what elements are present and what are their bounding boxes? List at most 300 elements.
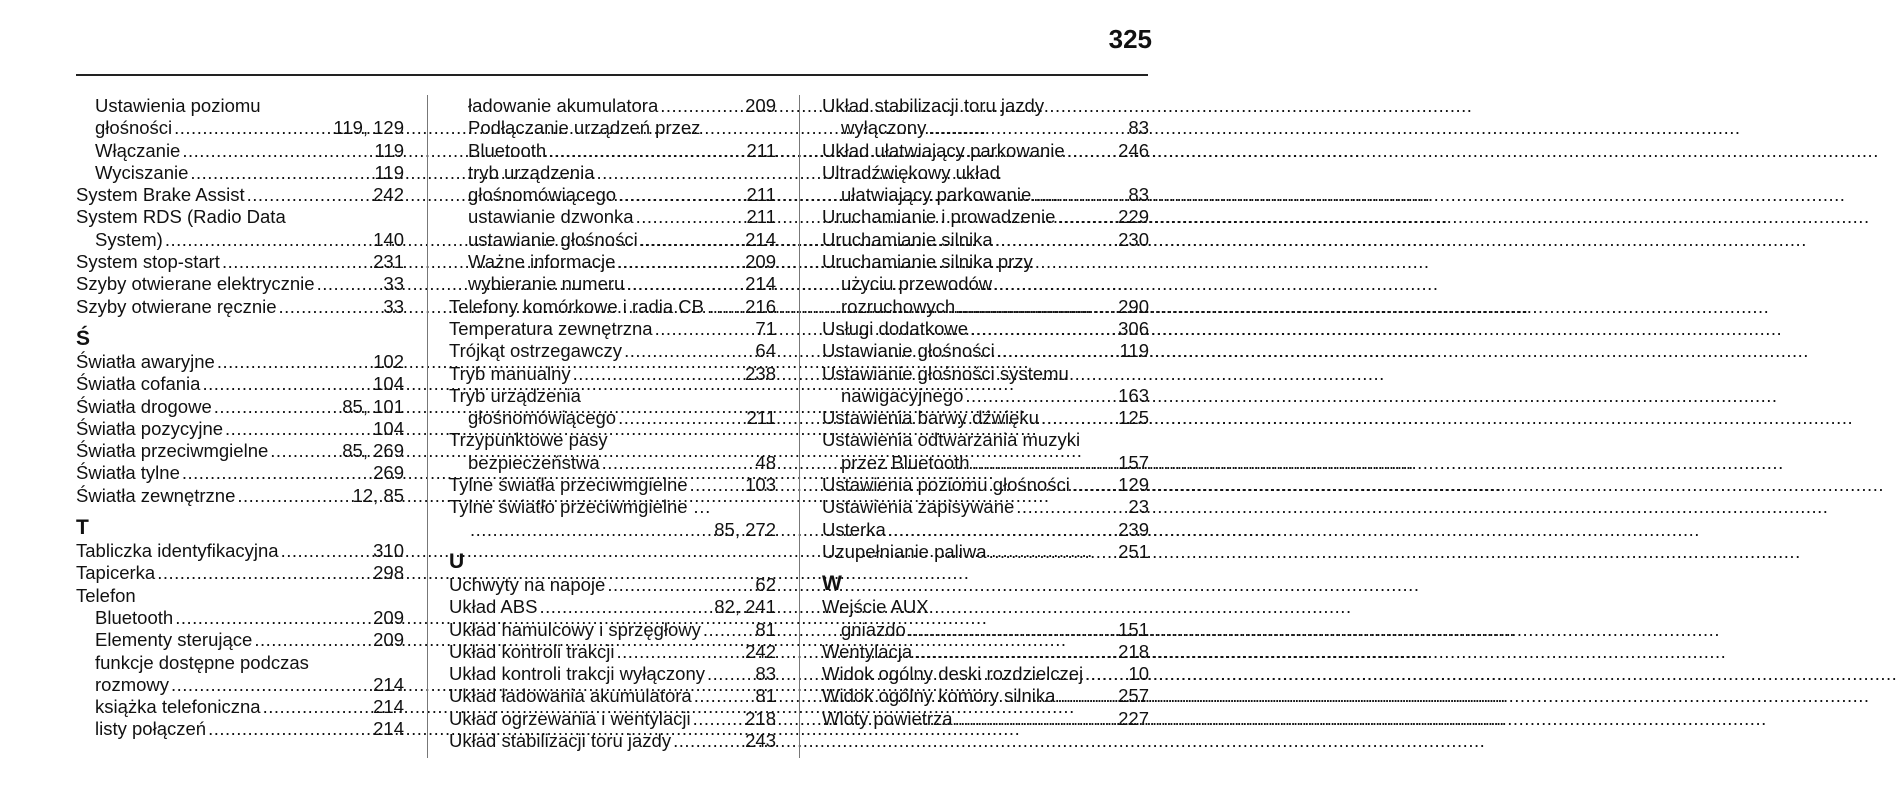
index-entry [822, 407, 1149, 429]
page-reference: 85, 272 [714, 518, 776, 540]
entry-term: Tryb manualny [449, 362, 571, 384]
page-reference: 251 [1118, 540, 1149, 562]
leader-dots [281, 540, 372, 562]
leader-dots [640, 229, 743, 251]
leader-dots [237, 485, 350, 507]
leader-dots [254, 629, 371, 651]
index-entry [449, 619, 776, 641]
page-reference: 83 [755, 663, 776, 685]
index-entry [76, 629, 404, 651]
page-reference: 239 [1118, 518, 1149, 540]
index-entry [822, 708, 1149, 730]
page-reference: 269 [373, 462, 404, 484]
page-reference: 229 [1118, 206, 1149, 228]
entry-term: Tapicerka [76, 562, 156, 584]
index-entry [76, 396, 404, 418]
leader-dots [171, 674, 371, 696]
leader-dots [1072, 474, 1116, 496]
index-entry [449, 730, 776, 752]
page-reference: 64 [755, 340, 776, 362]
page-reference: 102 [373, 350, 404, 372]
entry-term: głośnomówiącego [468, 184, 617, 206]
page-reference: 214 [373, 673, 404, 695]
entry-term: System stop-start [76, 251, 220, 273]
leader-dots [174, 117, 331, 139]
index-entry [449, 452, 776, 474]
entry-term: Temperatura zewnętrzna [449, 317, 653, 339]
index-entry [449, 663, 776, 685]
entry-term: Telefony komórkowe i radia CB . [449, 295, 715, 317]
entry-term: Elementy sterujące [95, 629, 253, 651]
index-entry [449, 363, 776, 385]
index-entry [76, 117, 404, 139]
page-reference: 214 [373, 718, 404, 740]
entry-term: nawigacyjnego [841, 384, 964, 406]
leader-dots [247, 184, 372, 206]
page-reference: 85, 269 [342, 440, 404, 462]
leader-dots [660, 95, 743, 117]
index-entry [76, 296, 404, 318]
page-reference: 257 [1118, 685, 1149, 707]
entry-term: Uruchamianie silnika [822, 228, 993, 250]
index-entry [822, 541, 1149, 563]
entry-term: listy połączeń [95, 718, 207, 740]
page-reference: 119 [1119, 340, 1149, 362]
index-entry [822, 318, 1149, 340]
index-entry [76, 674, 404, 696]
entry-term: użyciu przewodów [841, 273, 993, 295]
column-divider [799, 95, 800, 758]
entry-term: Szyby otwierane ręcznie [76, 295, 277, 317]
index-entry [449, 140, 776, 162]
index-entry [822, 229, 1149, 251]
index-entry [76, 184, 404, 206]
entry-term: funkcje dostępne podczas [95, 651, 309, 673]
page-reference: 246 [1118, 139, 1149, 161]
leader-dots [690, 474, 744, 496]
leader-dots [165, 229, 371, 251]
leader-dots [607, 574, 753, 596]
entry-term: Układ ułatwiający parkowanie [822, 139, 1065, 161]
index-entry [449, 596, 776, 618]
leader-dots [673, 730, 743, 752]
header-rule [76, 74, 1148, 76]
page-reference: 71 [755, 317, 776, 339]
index-entry [822, 162, 1149, 184]
index-entry [76, 462, 404, 484]
section-heading: Ś [76, 326, 91, 350]
index-entry [449, 407, 776, 429]
index-entry [822, 117, 1149, 139]
leader-dots [1085, 663, 1126, 685]
index-entry [822, 496, 1149, 518]
entry-term: Układ ABS [449, 596, 538, 618]
leader-dots [997, 340, 1118, 362]
index-entry [449, 206, 776, 228]
entry-term: Światła drogowe [76, 395, 212, 417]
page-reference: 119 [374, 139, 404, 161]
entry-term: Uzupełnianie paliwa [822, 540, 987, 562]
entry-term: Wloty powietrza [822, 707, 953, 729]
index-entry [76, 418, 404, 440]
page-reference: 103 [745, 474, 776, 496]
leader-dots [914, 641, 1116, 663]
page-reference: 140 [373, 228, 404, 250]
leader-dots [636, 206, 745, 228]
index-entry [76, 485, 404, 507]
page-reference: 33 [383, 273, 404, 295]
leader-dots [1041, 407, 1116, 429]
entry-term: Układ ładowania akumulatora [449, 685, 692, 707]
index-entry [449, 708, 776, 730]
entry-term: Światła cofania [76, 373, 201, 395]
entry-term: Ultradźwiękowy układ [822, 161, 1000, 183]
index-entry [76, 652, 404, 674]
page-reference: 209 [373, 606, 404, 628]
page-reference: 231 [373, 251, 404, 273]
entry-term: Tylne światła przeciwmgielne [449, 474, 688, 496]
leader-dots [222, 251, 371, 273]
entry-term: Usterka [822, 518, 886, 540]
entry-term: Bluetooth [468, 139, 547, 161]
leader-dots [970, 318, 1116, 340]
page-reference: 82, 241 [714, 596, 776, 618]
index-entry [449, 496, 776, 518]
entry-term: bezpieczeństwa [468, 451, 600, 473]
leader-dots [957, 296, 1116, 318]
leader-dots [1016, 496, 1126, 518]
entry-term: Wejście AUX [822, 596, 929, 618]
entry-term: Układ ogrzewania i wentylacji [449, 707, 691, 729]
page-reference: 23 [1128, 496, 1149, 518]
entry-term: głośnomówiącego [468, 407, 617, 429]
entry-term: Ustawianie głośności systemu [822, 362, 1069, 384]
leader-dots [539, 596, 712, 618]
leader-dots [182, 140, 372, 162]
leader-dots [279, 296, 382, 318]
leader-dots [208, 718, 371, 740]
page-reference: 62 [755, 573, 776, 595]
index-entry [449, 162, 776, 184]
entry-term: Układ hamulcowy i sprzęgłowy [449, 618, 701, 640]
section-heading: T [76, 516, 89, 540]
index-entry [822, 296, 1149, 318]
index-entry [822, 206, 1149, 228]
entry-term: ułatwiający parkowanie [841, 184, 1032, 206]
leader-dots [703, 619, 754, 641]
index-entry [76, 206, 404, 228]
page-reference: 211 [746, 139, 776, 161]
entry-term: głośności [95, 117, 173, 139]
entry-term: Ustawianie głośności [822, 340, 995, 362]
entry-term: Ustawienia odtwarzania muzyki [822, 429, 1081, 451]
page-reference: 211 [746, 184, 776, 206]
leader-dots [317, 273, 382, 295]
index-entry [449, 296, 776, 318]
page-reference: 242 [745, 640, 776, 662]
index-entry [76, 251, 404, 273]
index-entry [76, 351, 404, 373]
leader-dots [655, 318, 754, 340]
entry-term: Usługi dodatkowe [822, 317, 969, 339]
leader-dots [989, 541, 1117, 563]
page-reference: 157 [1118, 451, 1149, 473]
index-entry [822, 363, 1149, 385]
entry-term: Uruchamianie i prowadzenie [822, 206, 1056, 228]
page-reference: 151 [1118, 618, 1149, 640]
entry-term: Ustawienia poziomu głośności [822, 474, 1070, 496]
entry-term: Układ stabilizacji toru jazdy [449, 730, 672, 752]
leader-dots [624, 340, 753, 362]
index-entry [449, 95, 776, 117]
entry-term: Światła pozycyjne [76, 417, 224, 439]
entry-term: Widok ogólny komory silnika [822, 685, 1056, 707]
entry-term: Światła zewnętrzne [76, 484, 236, 506]
entry-term: Układ kontroli trakcji wyłączony [449, 663, 706, 685]
page-reference: 83 [1128, 184, 1149, 206]
index-entry [76, 162, 404, 184]
entry-term: System RDS (Radio Data [76, 206, 286, 228]
index-entry [822, 273, 1149, 295]
entry-term: Trzypunktowe pasy [449, 429, 608, 451]
index-entry [449, 385, 776, 407]
entry-term: Włączanie [95, 139, 181, 161]
index-column-2 [449, 95, 776, 752]
entry-term: Uchwyty na napoje [449, 573, 606, 595]
page-reference: 290 [1118, 295, 1149, 317]
leader-dots [707, 663, 753, 685]
leader-dots [157, 562, 371, 584]
page-reference: 298 [373, 562, 404, 584]
index-entry [449, 340, 776, 362]
index-entry [449, 574, 776, 596]
leader-dots [217, 351, 371, 373]
index-entry [449, 429, 776, 451]
index-entry [76, 607, 404, 629]
index-entry [449, 641, 776, 663]
entry-term: Tryb urządzenia [449, 384, 581, 406]
leader-dots [214, 396, 341, 418]
page-reference: 218 [1118, 640, 1149, 662]
page-reference: 33 [383, 295, 404, 317]
page-reference: 230 [1118, 228, 1149, 250]
page-reference: 306 [1118, 317, 1149, 339]
index-entry [76, 718, 404, 740]
section-heading: U [449, 549, 465, 573]
entry-term: Światła przeciwmgielne [76, 440, 269, 462]
page-reference: 214 [373, 696, 404, 718]
leader-dots [202, 373, 371, 395]
entry-term: Szyby otwierane elektrycznie [76, 273, 315, 295]
page-reference: 83 [1128, 117, 1149, 139]
page-reference: 227 [1118, 707, 1149, 729]
page-reference: 211 [746, 206, 776, 228]
page-reference: 218 [745, 707, 776, 729]
leader-dots [995, 229, 1116, 251]
entry-term: Światła awaryjne [76, 350, 215, 372]
entry-term: wyłączony [841, 117, 927, 139]
page-reference: 12, 85 [352, 484, 404, 506]
entry-term: rozmowy [95, 673, 170, 695]
index-entry [449, 474, 776, 496]
leader-dots [1033, 184, 1126, 206]
index-entry [76, 229, 404, 251]
page-reference: 10 [1128, 663, 1149, 685]
index-entry [822, 474, 1149, 496]
entry-term: Uruchamianie silnika przy [822, 251, 1033, 273]
entry-term: Wentylacja [822, 640, 913, 662]
leader-dots [1067, 140, 1116, 162]
page-reference: 238 [745, 362, 776, 384]
index-entry [76, 540, 404, 562]
entry-term: Tylne światło przeciwmgielne … [449, 496, 712, 518]
index-entry [822, 95, 1149, 117]
page-reference: 209 [373, 629, 404, 651]
entry-term: Ustawienia barwy dźwięku [822, 407, 1039, 429]
page-reference: 119, 129 [333, 117, 404, 139]
entry-term: wybieranie numeru [468, 273, 625, 295]
index-column-1 [76, 95, 404, 741]
page-number: 325 [1108, 24, 1152, 54]
entry-term: Ustawienia poziomu [95, 95, 261, 116]
entry-term: Ważne informacje [468, 251, 616, 273]
entry-term: ustawianie głośności [468, 228, 638, 250]
index-entry [822, 663, 1149, 685]
entry-term: Ustawienia zapisywane [822, 496, 1015, 518]
page-reference: 214 [745, 273, 776, 295]
leader-dots [965, 385, 1116, 407]
entry-term: System) [95, 228, 163, 250]
index-entry [449, 184, 776, 206]
page-reference: 214 [745, 228, 776, 250]
index-entry [76, 585, 404, 607]
entry-term: Telefon [76, 584, 136, 606]
page-reference: 48 [755, 451, 776, 473]
index-entry [76, 95, 404, 117]
leader-dots [548, 140, 744, 162]
entry-term: przez Bluetooth [841, 451, 970, 473]
index-entry [449, 251, 776, 273]
page-reference: 104 [373, 417, 404, 439]
index-entry [822, 140, 1149, 162]
entry-term: rozruchowych [841, 295, 956, 317]
index-entry [449, 318, 776, 340]
index-entry [76, 273, 404, 295]
page-reference: 216 [745, 295, 776, 317]
index-entry [76, 696, 404, 718]
entry-term: System Brake Assist [76, 184, 245, 206]
index-entry [76, 440, 404, 462]
page-reference: 242 [373, 184, 404, 206]
page-reference: 209 [745, 251, 776, 273]
leader-dots [190, 162, 372, 184]
entry-term: Wyciszanie [95, 161, 189, 183]
page-reference: 129 [1118, 474, 1149, 496]
leader-dots [573, 363, 743, 385]
leader-dots [694, 685, 754, 707]
page-reference: 81 [755, 685, 776, 707]
index-entry [449, 229, 776, 251]
leader-dots [888, 519, 1116, 541]
leader-dots [225, 418, 371, 440]
leader-dots [693, 708, 743, 730]
leader-dots [1057, 206, 1116, 228]
page-reference: 125 [1118, 407, 1149, 429]
entry-term: Widok ogólny deski rozdzielczej [822, 663, 1084, 685]
entry-term: Układ kontroli trakcji [449, 640, 615, 662]
index-entry [822, 596, 1149, 618]
index-entry [822, 619, 1149, 641]
page-reference: 163 [1118, 384, 1149, 406]
entry-term: Światła tylne [76, 462, 180, 484]
entry-term: Trójkąt ostrzegawczy [449, 340, 623, 362]
page-reference: 211 [746, 407, 776, 429]
entry-term: Bluetooth [95, 606, 174, 628]
leader-dots [618, 407, 744, 429]
page-reference: 81 [755, 618, 776, 640]
section-heading: W [822, 572, 842, 596]
leader-dots [626, 273, 743, 295]
page-reference: 310 [373, 540, 404, 562]
page-reference: 85, 101 [342, 395, 404, 417]
leader-dots [716, 296, 743, 318]
leader-dots [602, 452, 754, 474]
entry-term: Układ stabilizacji toru jazdy [822, 95, 1045, 116]
leader-dots [1057, 685, 1116, 707]
leader-dots [270, 440, 340, 462]
page-reference: 104 [373, 373, 404, 395]
leader-dots [175, 607, 371, 629]
index-entry [822, 251, 1149, 273]
column-divider [427, 95, 428, 758]
index-entry [822, 429, 1149, 451]
entry-term: tryb urządzenia [468, 161, 595, 183]
index-entry [822, 452, 1149, 474]
entry-term: ładowanie akumulatora [468, 95, 659, 116]
leader-dots [182, 462, 371, 484]
index-entry [822, 641, 1149, 663]
index-entry [822, 385, 1149, 407]
leader-dots [263, 696, 372, 718]
page-reference: 243 [745, 730, 776, 752]
index-entry [822, 519, 1149, 541]
index-column-3 [822, 95, 1149, 730]
leader-dots [617, 641, 744, 663]
entry-term: gniazdo [841, 618, 906, 640]
page-reference: 119 [374, 161, 404, 183]
leader-dots [908, 619, 1116, 641]
index-entry [449, 519, 776, 541]
index-entry [449, 273, 776, 295]
leader-dots [972, 452, 1117, 474]
index-entry [76, 373, 404, 395]
entry-term: Tabliczka identyfikacyjna [76, 540, 279, 562]
leader-dots [955, 708, 1117, 730]
entry-term: ustawianie dzwonka [468, 206, 634, 228]
index-entry [449, 117, 776, 139]
leader-dots [928, 117, 1126, 139]
index-entry [822, 685, 1149, 707]
leader-dots [470, 519, 712, 541]
index-entry [76, 140, 404, 162]
index-entry [822, 340, 1149, 362]
entry-term: Podłączanie urządzeń przez [468, 117, 701, 139]
leader-dots [617, 251, 743, 273]
entry-term: książka telefoniczna [95, 696, 261, 718]
index-entry [76, 562, 404, 584]
index-entry [449, 685, 776, 707]
leader-dots [618, 184, 744, 206]
